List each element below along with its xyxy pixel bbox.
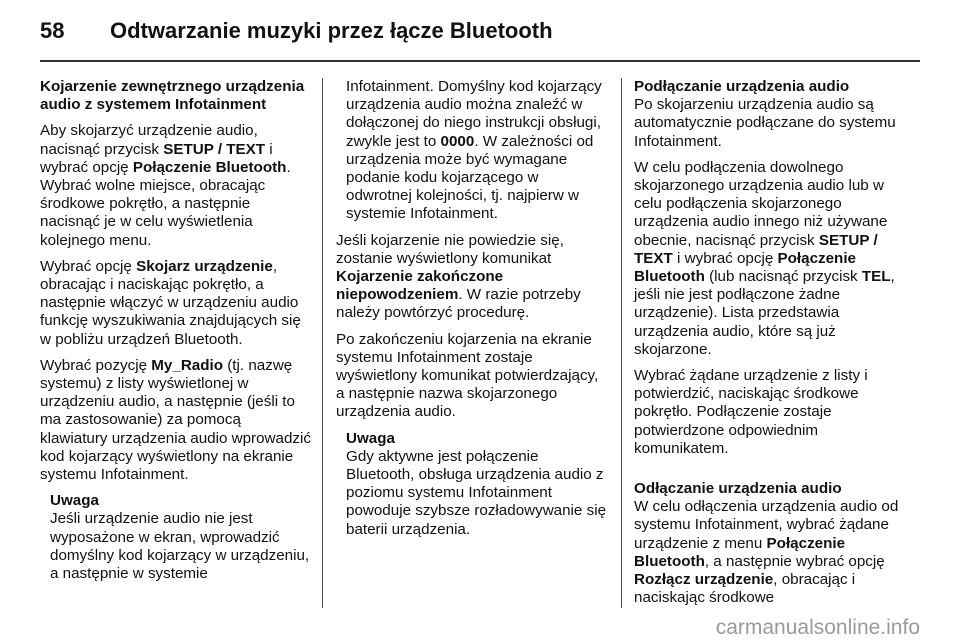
page-header — [40, 18, 553, 44]
note-text: Infotainment. Domyślny kod kojarzący urządzenia audio można znaleźć w dołączonej do niego instrukcji obsługi, zwykle jest to 0000. W zależności od urządzenia może być wymagane podanie kodu kojarzącego w odwrotnej kolejności, tj. najpierw w systemie Infotainment. — [346, 78, 602, 223]
section-heading-connect: Podłączanie urządzenia audio — [634, 78, 850, 95]
section-heading-disconnect: Odłączanie urządzenia audio — [634, 480, 842, 498]
paragraph: Po skojarzeniu urządzenia audio są automatycznie podłączane do systemu Infotainment. — [634, 96, 896, 150]
paragraph: Aby skojarzyć urządzenie audio, nacisnąć przycisk SETUP / TEXT i wybrać opcję Połączenie Bluetooth. Wybrać wolne miejsce, obracając środkowe pokrętło, a następnie nacisnąć je w celu wyświetlenia kolejnego menu. — [40, 122, 291, 249]
watermark: carmanualsonline.info — [715, 616, 920, 639]
column-3 — [634, 78, 906, 615]
section-heading-pairing: Kojarzenie zewnętrznego urządzenia audio z systemem Infotainment — [40, 78, 305, 114]
header-rule — [40, 60, 920, 62]
paragraph: Po zakończeniu kojarzenia na ekranie systemu Infotainment zostaje wyświetlony komunikat potwierdzający, a następnie nazwa skojarzonego urządzenia audio. — [336, 330, 599, 421]
column-divider-1 — [322, 78, 323, 608]
paragraph: W celu podłączenia dowolnego skojarzonego urządzenia audio lub w celu podłączenia skojarzonego urządzenia audio innego niż używane obecnie, nacisnąć przycisk SETUP / TEXT i wybrać opcję Połączenie Bluetooth (lub nacisnąć przycisk TEL, jeśli nie jest podłączone żadne urządzenie). Lista przedstawia urządzenia audio, które są już skojarzone. — [634, 158, 895, 358]
page-title: Odtwarzanie muzyki przez łącze Bluetooth — [110, 18, 553, 43]
note-text: Gdy aktywne jest połączenie Bluetooth, obsługa urządzenia audio z poziomu systemu Infotainment powoduje szybsze rozładowywanie się baterii urządzenia. — [346, 447, 607, 538]
column-2 — [336, 78, 608, 539]
column-1 — [40, 78, 312, 583]
note-box — [346, 430, 608, 539]
note-title: Uwaga — [346, 429, 395, 447]
note-text: Jeśli urządzenie audio nie jest wyposażone w ekran, wprowadzić domyślny kod kojarzący w urządzeniu, a następnie w systemie — [50, 510, 310, 583]
note-title: Uwaga — [50, 492, 99, 510]
paragraph: Wybrać żądane urządzenie z listy i potwierdzić, naciskając środkowe pokrętło. Podłączenie zostaje potwierdzone odpowiednim komunikatem. — [634, 367, 868, 457]
paragraph: Wybrać pozycję My_Radio (tj. nazwę systemu) z listy wyświetlonej w urządzeniu audio, a następnie (jeśli to ma zastosowanie) za pomocą klawiatury urządzenia audio wprowadzić kod kojarzący wyświetlony na ekranie systemu Infotainment. — [40, 356, 311, 484]
column-divider-2 — [621, 78, 622, 608]
paragraph: Wybrać opcję Skojarz urządzenie, obracając i naciskając pokrętło, a następnie włączyć w urządzeniu audio funkcję wyszukiwania znajdujących się w pobliżu urządzeń Bluetooth. — [40, 257, 301, 348]
paragraph: Jeśli kojarzenie nie powiedzie się, zostanie wyświetlony komunikat Kojarzenie zakończone niepowodzeniem. W razie potrzeby należy powtórzyć procedurę. — [336, 231, 581, 322]
note-box-continued — [346, 78, 608, 224]
paragraph: W celu odłączenia urządzenia audio od systemu Infotainment, wybrać żądane urządzenie z menu Połączenie Bluetooth, a następnie wybrać opcję Rozłącz urządzenie, obracając i naciskając środkowe — [634, 498, 899, 607]
page-number: 58 — [40, 18, 65, 43]
note-box — [50, 492, 312, 583]
